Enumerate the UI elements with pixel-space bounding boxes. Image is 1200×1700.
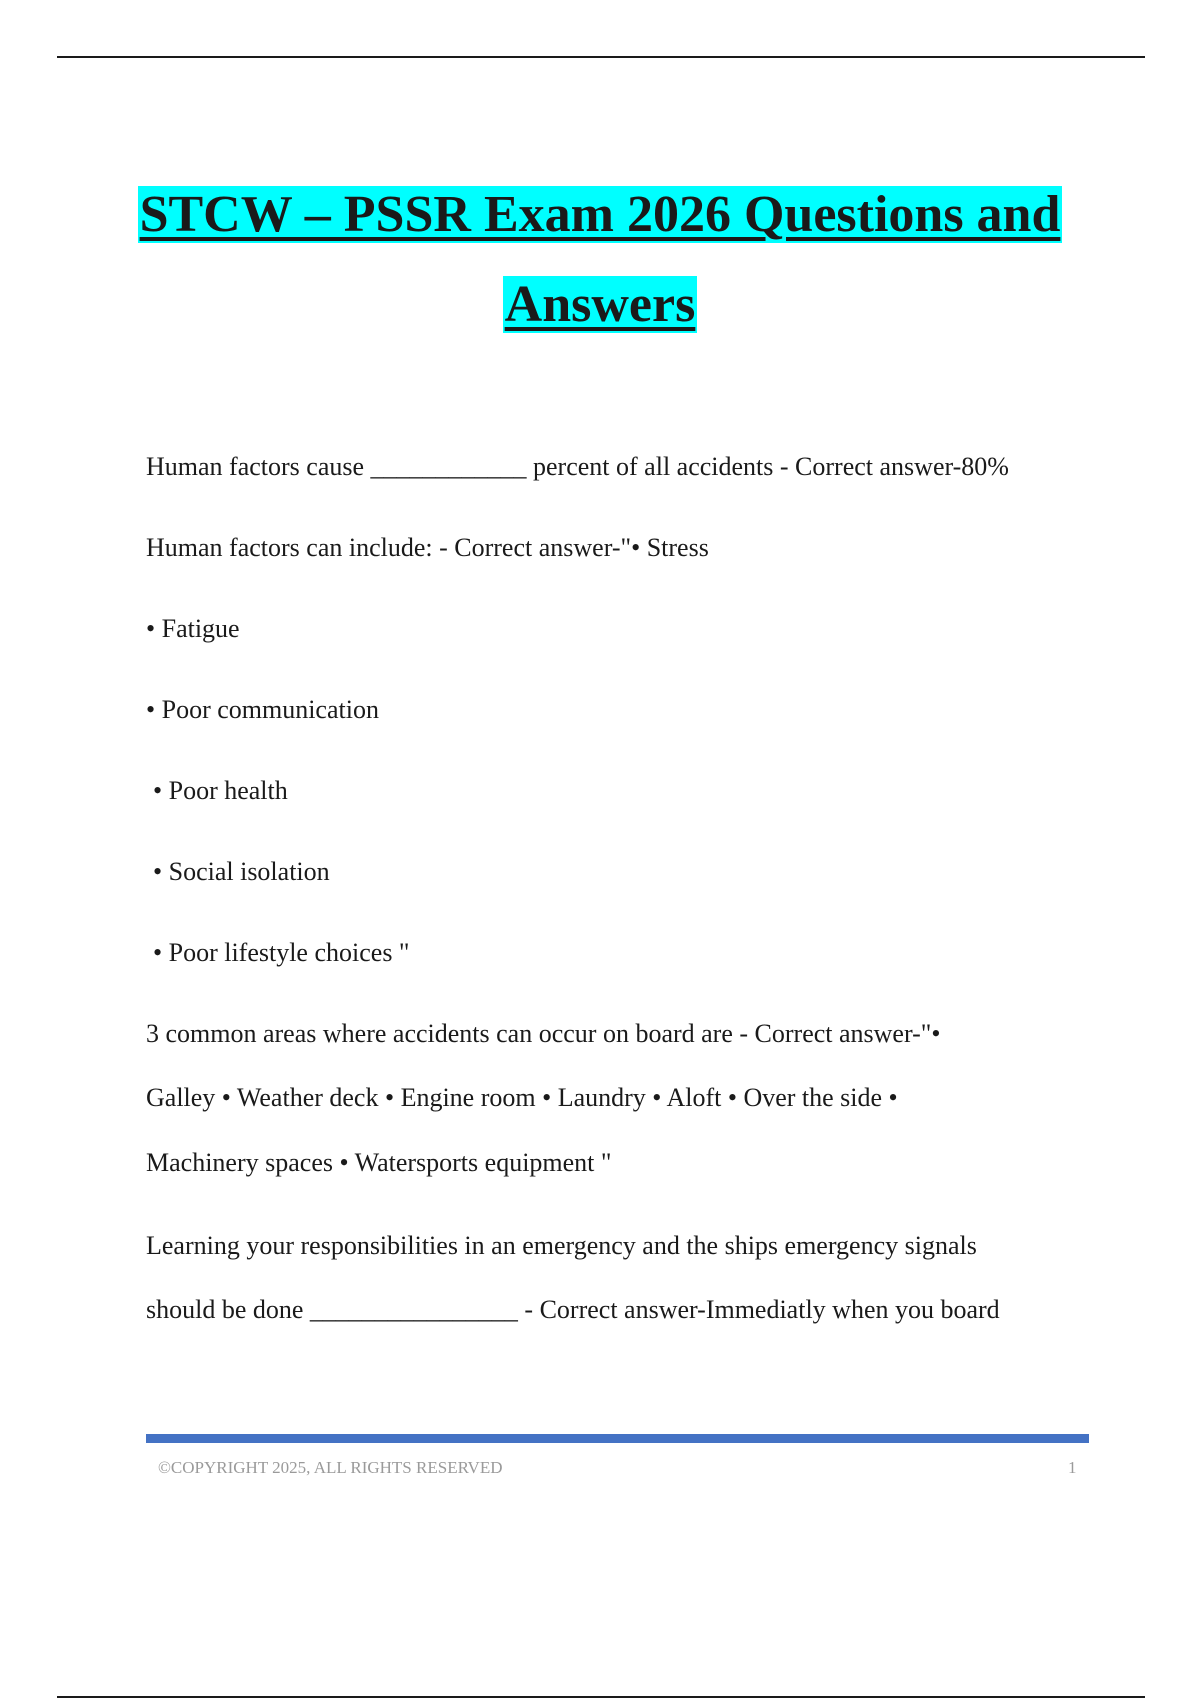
title-line-1: STCW – PSSR Exam 2026 Questions and xyxy=(139,186,1061,243)
bottom-rule xyxy=(57,1696,1145,1698)
page-number: 1 xyxy=(1068,1458,1077,1477)
footer-copyright: ©COPYRIGHT 2025, ALL RIGHTS RESERVED xyxy=(158,1458,503,1477)
question-1: Human factors cause ____________ percent of all accidents - Correct answer-80% xyxy=(146,452,1009,481)
list-item: • Fatigue xyxy=(146,614,240,643)
title-line-2: Answers xyxy=(504,276,696,333)
list-item: • Poor communication xyxy=(146,695,379,724)
top-rule xyxy=(57,56,1145,58)
question-3-line: 3 common areas where accidents can occur on board are - Correct answer-"• xyxy=(146,1019,941,1048)
list-item: • Poor lifestyle choices " xyxy=(153,938,410,967)
question-3-line: Machinery spaces • Watersports equipment " xyxy=(146,1148,612,1177)
document-title xyxy=(100,170,1100,350)
question-4-line: Learning your responsibilities in an emergency and the ships emergency signals xyxy=(146,1231,977,1260)
list-item: • Social isolation xyxy=(153,857,330,886)
question-2: Human factors can include: - Correct answer-"• Stress xyxy=(146,533,709,562)
list-item: • Poor health xyxy=(153,776,288,805)
question-3-line: Galley • Weather deck • Engine room • Laundry • Aloft • Over the side • xyxy=(146,1083,898,1112)
question-4-line: should be done ________________ - Correct answer-Immediatly when you board xyxy=(146,1295,1000,1324)
footer-divider xyxy=(146,1434,1089,1443)
